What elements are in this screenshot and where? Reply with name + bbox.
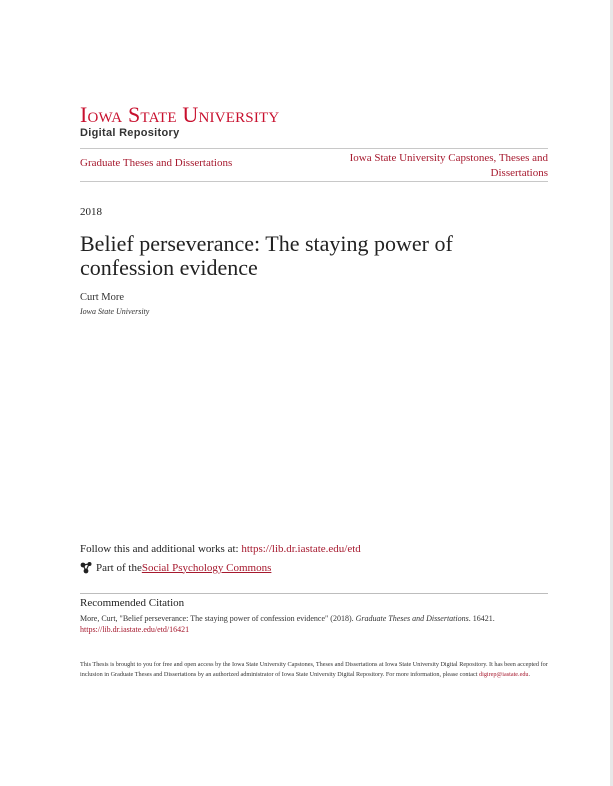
contact-email-link[interactable]: digirep@iastate.edu xyxy=(479,671,529,678)
citation-number: . 16421. xyxy=(468,614,495,623)
citation-divider xyxy=(80,593,548,594)
citation-body: More, Curt, "Belief perseverance: The staying power of confession evidence" (2018). xyxy=(80,614,356,623)
publication-year: 2018 xyxy=(80,206,102,218)
top-divider xyxy=(80,148,548,149)
notice-body: This Thesis is brought to you for free and open access by the Iowa State University Capstones, Theses and Dissertations at Iowa State University Digital Repository. It has been accepted for inclusion in Graduate Theses and Dissertations by an authorized administrator of Iowa State University Digital Repository. For more information, please contact xyxy=(80,661,548,678)
network-icon xyxy=(80,561,93,574)
recommended-citation-heading: Recommended Citation xyxy=(80,597,185,609)
author-name: Curt More xyxy=(80,292,125,303)
logo-university-name: Iowa State University xyxy=(80,102,280,127)
collection-link-graduate-theses[interactable]: Graduate Theses and Dissertations xyxy=(80,157,233,169)
citation-url-link[interactable]: https://lib.dr.iastate.edu/etd/16421 xyxy=(80,625,190,634)
header-divider xyxy=(80,181,548,182)
etd-link[interactable]: https://lib.dr.iastate.edu/etd xyxy=(241,543,361,555)
social-psychology-commons-link[interactable]: Social Psychology Commons xyxy=(141,561,272,574)
follow-works-line xyxy=(80,543,361,555)
document-title: Belief perseverance: The staying power of confession evidence xyxy=(80,231,453,280)
collection-link-capstones[interactable]: Iowa State University Capstones, Theses and Dissertations xyxy=(349,152,548,179)
university-logo[interactable] xyxy=(80,104,279,140)
author-affiliation: Iowa State University xyxy=(80,307,150,316)
citation-journal: Graduate Theses and Dissertations xyxy=(355,614,469,623)
part-of-line xyxy=(80,561,271,574)
follow-works-label: Follow this and additional works at: xyxy=(80,543,242,555)
logo-repository-name: Digital Repository xyxy=(80,127,180,139)
part-of-label: Part of the xyxy=(96,561,142,574)
notice-end: . xyxy=(528,671,531,678)
access-notice xyxy=(80,660,548,680)
citation-text xyxy=(80,613,550,635)
